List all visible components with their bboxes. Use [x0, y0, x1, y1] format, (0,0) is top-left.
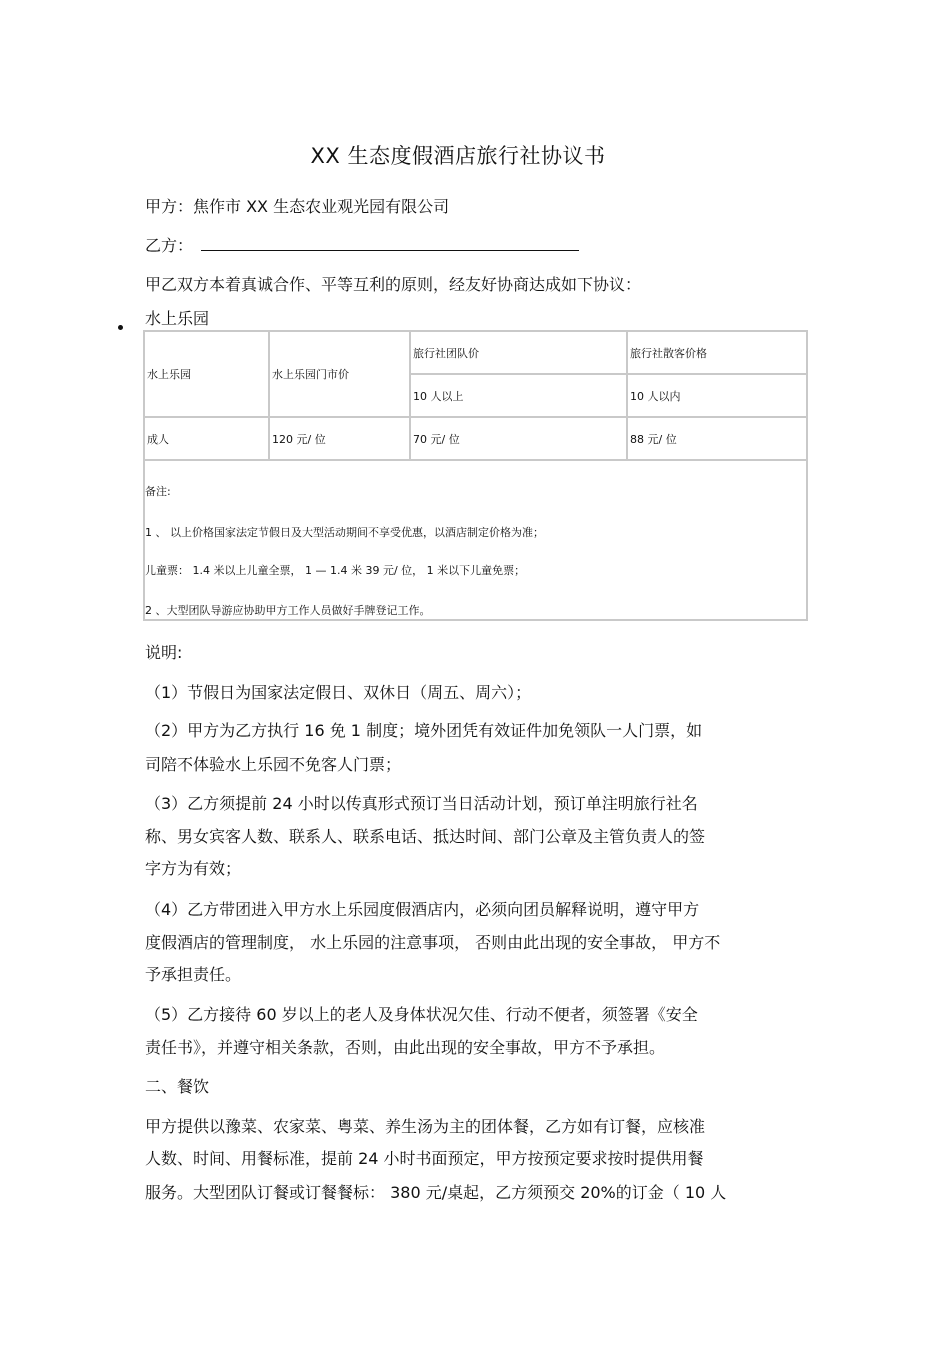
item-line: （5）乙方接待 60 岁以上的老人及身体状况欠佳、行动不便者，须签署《安全: [145, 1005, 698, 1024]
notes-title: 备注:: [145, 485, 171, 498]
price-table: [143, 330, 808, 621]
note-1: 1 、 以上价格国家法定节假日及大型活动期间不享受优惠，以酒店制定价格为准；: [145, 526, 544, 539]
section2-line: 甲方提供以豫菜、农家菜、粤菜、养生汤为主的团体餐，乙方如有订餐，应核准: [145, 1117, 706, 1136]
header-individual-price: 旅行社散客价格: [627, 331, 807, 374]
notes-cell: [144, 460, 807, 620]
row-adult-gate-price: 120 元/ 位: [269, 417, 410, 460]
section2-line: 人数、时间、用餐标准，提前 24 小时书面预定，甲方按预定要求按时提供用餐: [145, 1149, 704, 1168]
header-water-park: 水上乐园: [144, 331, 269, 417]
party-a-line: 甲方：焦作市 XX 生态农业观光园有限公司: [145, 197, 450, 216]
party-b-label: 乙方：: [145, 236, 194, 255]
header-group-qty: 10 人以上: [410, 374, 627, 417]
item-line: （2）甲方为乙方执行 16 免 1 制度；境外团凭有效证件加免领队一人门票，如: [145, 721, 703, 740]
row-adult-label: 成人: [144, 417, 269, 460]
item-line: 度假酒店的管理制度， 水上乐园的注意事项， 否则由此出现的安全事故， 甲方不: [145, 933, 721, 952]
section2-line: 服务。大型团队订餐或订餐餐标： 380 元/桌起，乙方须预交 20%的订金（ 10 人: [145, 1183, 727, 1202]
document-title: XX 生态度假酒店旅行社协议书: [310, 144, 606, 168]
item-line: 司陪不体验水上乐园不免客人门票；: [145, 755, 402, 774]
section2-title: 二、餐饮: [145, 1077, 210, 1096]
note-2: 儿童票： 1.4 米以上儿童全票， 1 — 1.4 米 39 元/ 位， 1 米以下儿童免票；: [145, 564, 526, 577]
party-b-blank: [201, 236, 579, 251]
item-line: 责任书》，并遵守相关条款，否则，由此出现的安全事故，甲方不予承担。: [145, 1038, 666, 1057]
intro-text: 甲乙双方本着真诚合作、平等互利的原则，经友好协商达成如下协议：: [145, 275, 642, 294]
header-individual-qty: 10 人以内: [627, 374, 807, 417]
party-b-line: [145, 233, 579, 256]
item-line: 字方为有效；: [145, 859, 242, 878]
item-line: 予承担责任。: [145, 965, 242, 984]
explain-title: 说明:: [145, 643, 183, 662]
row-adult-group-price: 70 元/ 位: [410, 417, 627, 460]
item-line: （4）乙方带团进入甲方水上乐园度假酒店内，必须向团员解释说明，遵守甲方: [145, 900, 700, 919]
item-line: 称、男女宾客人数、联系人、联系电话、抵达时间、部门公章及主管负责人的签: [145, 827, 706, 846]
row-adult-individual-price: 88 元/ 位: [627, 417, 807, 460]
item-line: （1）节假日为国家法定假日、双休日（周五、周六）；: [145, 683, 532, 702]
header-gate-price: 水上乐园门市价: [269, 331, 410, 417]
section1-title: 水上乐园: [145, 309, 210, 328]
bullet-icon: [118, 318, 123, 334]
item-line: （3）乙方须提前 24 小时以传真形式预订当日活动计划，预订单注明旅行社名: [145, 794, 698, 813]
note-3: 2 、大型团队导游应协助甲方工作人员做好手牌登记工作。: [145, 604, 431, 617]
header-group-price: 旅行社团队价: [410, 331, 627, 374]
